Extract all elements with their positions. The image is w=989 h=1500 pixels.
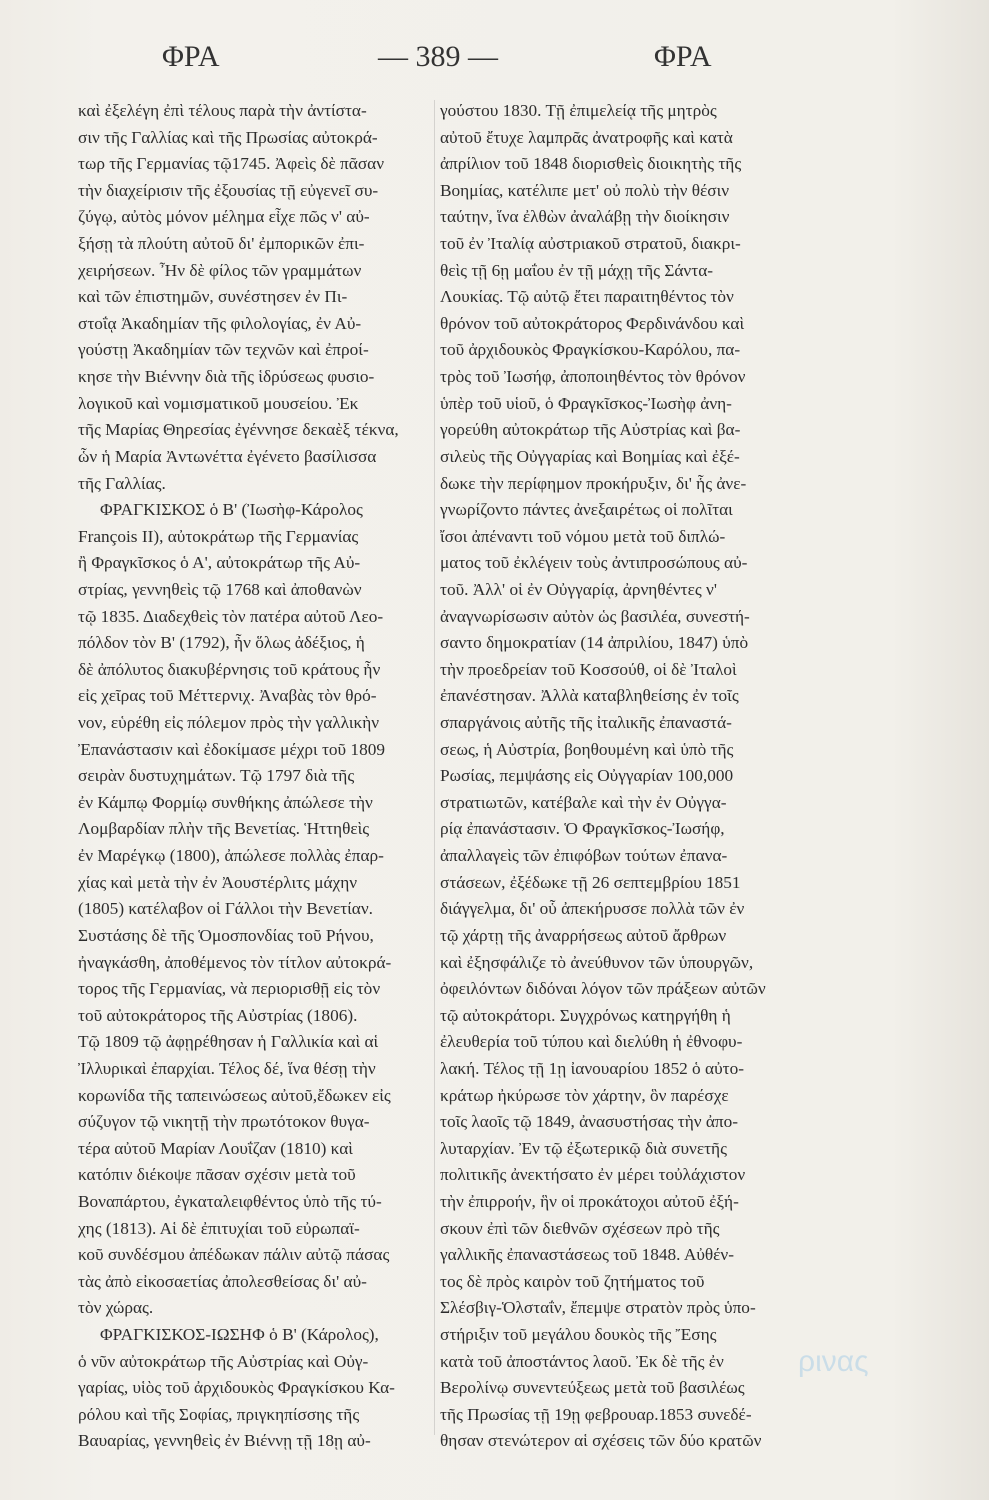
text-line: σκουν ἐπὶ τῶν διεθνῶν σχέσεων πρὸ τῆς	[440, 1218, 720, 1238]
text-line: σειρὰν δυστυχημάτων. Τῷ 1797 διὰ τῆς	[78, 766, 355, 786]
text-line: Βαυαρίας, γεννηθεὶς ἐν Βιέννῃ τῇ 18ῃ αὐ-	[78, 1431, 371, 1451]
text-line: γορεύθη αὐτοκράτωρ τῆς Αὐστρίας καὶ βα-	[440, 420, 741, 440]
text-line: ἀπαλλαγεὶς τῶν ἐπιφόβων τούτων ἐπανα-	[440, 846, 728, 866]
text-line: σύζυγον τῷ νικητῇ τὴν πρωτότοκον θυγα-	[78, 1112, 370, 1132]
text-line: ὑπὲρ τοῦ υἱοῦ, ὁ Φραγκῖσκος-Ἰωσὴφ ἀνη-	[440, 393, 732, 413]
text-line: κατὰ τοῦ ἀποστάντος λαοῦ. Ἐκ δὲ τῆς ἐν	[440, 1351, 724, 1371]
text-line: τὸν χώρας.	[78, 1298, 154, 1318]
text-line: θεὶς τῇ 6ῃ μαΐου ἐν τῇ μάχῃ τῆς Σάντα-	[440, 260, 713, 280]
text-line: γούστῃ Ἀκαδημίαν τῶν τεχνῶν καὶ ἐπροί-	[78, 340, 369, 360]
text-line: κορωνίδα τῆς ταπεινώσεως αὐτοῦ,ἔδωκεν εἰς	[78, 1085, 391, 1105]
text-line: ἐν Μαρέγκῳ (1800), ἀπώλεσε πολλὰς ἐπαρ-	[78, 846, 384, 866]
text-line: ἠναγκάσθη, ἀποθέμενος τὸν τίτλον αὐτοκρά-	[78, 952, 392, 972]
text-line: σπαργάνοις αὐτῆς τῆς ἰταλικῆς ἐπαναστά-	[440, 713, 732, 733]
text-line: Ἰλλυρικαὶ ἐπαρχίαι. Τέλος δέ, ἵνα θέσῃ τὴν	[78, 1058, 376, 1078]
text-line: τὴν ἐπιρροήν, ἣν οἱ προκάτοχοι αὐτοῦ ἐξή-	[440, 1191, 739, 1211]
text-line: γαρίας, υἱὸς τοῦ ἀρχιδουκὸς Φραγκίσκου Κα-	[78, 1378, 395, 1398]
text-line: Συστάσης δὲ τῆς Ὁμοσπονδίας τοῦ Ρήνου,	[78, 925, 374, 945]
text-line: Τῷ 1809 τῷ ἀφῃρέθησαν ἡ Γαλλικία καὶ αἱ	[78, 1032, 379, 1052]
text-line: γνωρίζοντο πάντες ἀνεξαιρέτως οἱ πολῖται	[440, 500, 733, 520]
header-right-word: ΦΡΑ	[654, 40, 712, 73]
text-line: θησαν στενώτερον αἱ σχέσεις τῶν δύο κρατῶν	[440, 1431, 762, 1451]
text-line: τος δὲ πρὸς καιρὸν τοῦ ζητήματος τοῦ	[440, 1271, 705, 1291]
text-line: ΦΡΑΓΚΙΣΚΟΣ-ΙΩΣΗΦ ὁ Β' (Κάρολος),	[100, 1325, 379, 1345]
text-line: τοῦ αὐτοκράτορος τῆς Αὐστρίας (1806).	[78, 1005, 358, 1025]
text-line: γούστου 1830. Τῇ ἐπιμελείᾳ τῆς μητρὸς	[440, 101, 717, 120]
text-line: τορος τῆς Γερμανίας, νὰ περιορισθῇ εἰς τὸν	[78, 979, 381, 999]
text-line: λυταρχίαν. Ἐν τῷ ἐξωτερικῷ διὰ συνετῆς	[440, 1138, 727, 1158]
text-line: τοῦ. Ἀλλ' οἱ ἐν Οὐγγαρίᾳ, ἀρνηθέντες ν'	[440, 579, 717, 599]
text-line: τὰς ἀπὸ εἰκοσαετίας ἀπολεσθείσας δι' αὐ-	[78, 1271, 367, 1291]
text-line: κησε τὴν Βιέννην διὰ τῆς ἱδρύσεως φυσιο-	[78, 367, 375, 387]
text-line: ὁ νῦν αὐτοκράτωρ τῆς Αὐστρίας καὶ Οὐγ-	[78, 1351, 369, 1371]
text-line: τῆς Γαλλίας.	[78, 473, 166, 493]
text-line: τὴν προεδρείαν τοῦ Κοσσούθ, οἱ δὲ Ἰταλοὶ	[440, 659, 737, 679]
text-line: τῆς Μαρίας Θηρεσίας ἐγέννησε δεκαὲξ τέκνα,	[78, 420, 399, 440]
text-line: τοῖς λαοῖς τῷ 1849, ἀνασυστήσας τὴν ἀπο-	[440, 1112, 739, 1132]
text-line: στρίας, γεννηθεὶς τῷ 1768 καὶ ἀποθανὼν	[78, 579, 362, 599]
header-left-word: ΦΡΑ	[162, 40, 220, 73]
text-line: Βερολίνῳ συνεντεύξεως μετὰ τοῦ βασιλέως	[440, 1378, 745, 1398]
text-line: τὴν διαχείρισιν τῆς ἐξουσίας τῇ εὐγενεῖ συ-	[78, 180, 379, 200]
text-line: (1805) κατέλαβον οἱ Γάλλοι τὴν Βενετίαν.	[78, 899, 373, 919]
text-line: Ρωσίας, πεμψάσης εἰς Οὐγγαρίαν 100,000	[440, 766, 734, 786]
text-line: τέρα αὐτοῦ Μαρίαν Λουΐζαν (1810) καὶ	[78, 1138, 353, 1158]
page-header	[0, 40, 989, 90]
text-line: ταύτην, ἵνα ἐλθὼν ἀναλάβῃ τὴν διοίκησιν	[440, 207, 730, 227]
text-line: κράτωρ ἠκύρωσε τὸν χάρτην, ὃν παρέσχε	[440, 1085, 729, 1105]
text-line: νον, εὑρέθη εἰς πόλεμον πρὸς τὴν γαλλικὴν	[78, 713, 380, 733]
left-column	[78, 98, 430, 1455]
text-line: θρόνον τοῦ αὐτοκράτορος Φερδινάνδου καὶ	[440, 313, 745, 333]
text-line: ἢ Φραγκῖσκος ὁ Α', αὐτοκράτωρ τῆς Αὐ-	[78, 553, 361, 573]
text-line: ρίᾳ ἐπανάστασιν. Ὁ Φραγκῖσκος-Ἰωσήφ,	[440, 819, 725, 839]
text-line: σεως, ἡ Αὐστρία, βοηθουμένη καὶ ὑπὸ τῆς	[440, 739, 734, 759]
text-line: ἴσοι ἀπέναντι τοῦ νόμου μετὰ τοῦ διπλώ-	[440, 526, 726, 546]
text-line: δωκε τὴν περίφημον προκήρυξιν, δι' ἧς ἀνε-	[440, 473, 747, 493]
text-line: ἀπρίλιον τοῦ 1848 διορισθεὶς διοικητὴς τῆς	[440, 154, 742, 174]
text-line: τῷ 1835. Διαδεχθεὶς τὸν πατέρα αὐτοῦ Λεο-	[78, 606, 384, 626]
text-line: Σλέσβιγ-Ὁλσταΐν, ἔπεμψε στρατὸν πρὸς ὑπο-	[440, 1298, 756, 1318]
text-line: καὶ ἐξησφάλιζε τὸ ἀνεύθυνον τῶν ὑπουργῶν,	[440, 952, 754, 972]
text-line: ξήσῃ τὰ πλούτη αὐτοῦ δι' ἐμπορικῶν ἐπι-	[78, 234, 365, 254]
text-line: ἀναγνωρίσωσιν αὐτὸν ὡς βασιλέα, συνεστή-	[440, 606, 750, 626]
text-line: αὐτοῦ ἔτυχε λαμπρᾶς ἀνατροφῆς καὶ κατὰ	[440, 127, 733, 147]
text-line: εἰς χεῖρας τοῦ Μέττερνιχ. Ἀναβὰς τὸν θρό-	[78, 686, 377, 706]
text-line: κοῦ συνδέσμου ἀπέδωκαν πάλιν αὐτῷ πάσας	[78, 1245, 390, 1265]
text-line: ΦΡΑΓΚΙΣΚΟΣ ὁ Β' (Ἰωσὴφ-Κάρολος	[100, 500, 363, 520]
text-line: κατόπιν διέκοψε πᾶσαν σχέσιν μετὰ τοῦ	[78, 1165, 356, 1185]
text-line: χειρήσεων. Ἦν δὲ φίλος τῶν γραμμάτων	[78, 260, 362, 280]
text-line: πολιτικῆς ἀνεκτήσατο ἐν μέρει τοὐλάχιστον	[440, 1165, 746, 1185]
text-line: Ἐπανάστασιν καὶ ἐδοκίμασε μέχρι τοῦ 1809	[78, 739, 385, 759]
text-line: σιν τῆς Γαλλίας καὶ τῆς Πρωσίας αὐτοκρά-	[78, 127, 378, 147]
text-line: πόλδον τὸν Β' (1792), ἦν ὅλως ἀδέξιος, ἡ	[78, 633, 365, 653]
right-column	[440, 98, 825, 1455]
text-line: τῆς Πρωσίας τῇ 19ῃ φεβρουαρ.1853 συνεδέ-	[440, 1404, 752, 1424]
text-line: γαλλικῆς ἐπαναστάσεως τοῦ 1848. Αὐθέν-	[440, 1245, 734, 1265]
text-line: διάγγελμα, δι' οὗ ἀπεκήρυσσε πολλὰ τῶν ἐν	[440, 899, 745, 919]
text-line: ματος τοῦ ἐκλέγειν τοὺς ἀντιπροσώπους αὐ-	[440, 553, 748, 573]
text-line: Λουκίας. Τῷ αὐτῷ ἔτει παραιτηθέντος τὸν	[440, 287, 734, 307]
text-line: ἐν Κάμπῳ Φορμίῳ συνθήκης ἀπώλεσε τὴν	[78, 792, 373, 812]
text-line: τρὸς τοῦ Ἰωσήφ, ἀποποιηθέντος τὸν θρόνον	[440, 367, 746, 387]
text-line: χίας καὶ μετὰ τὴν ἐν Ἀουστέρλιτς μάχην	[78, 872, 358, 892]
text-line: λακή. Τέλος τῇ 1ῃ ἰανουαρίου 1852 ὁ αὐτο-	[440, 1058, 744, 1078]
text-line: στήριξιν τοῦ μεγάλου δουκὸς τῆς Ἔσης	[440, 1325, 717, 1345]
text-line: Βοημίας, κατέλιπε μετ' οὐ πολὺ τὴν θέσιν	[440, 180, 730, 200]
text-line: τωρ τῆς Γερμανίας τῷ1745. Ἀφεὶς δὲ πᾶσαν	[78, 154, 385, 174]
text-line: δὲ ἀπόλυτος διακυβέρνησις τοῦ κράτους ἦν	[78, 659, 381, 679]
text-line: Βοναπάρτου, ἐγκαταλειφθέντος ὑπὸ τῆς τύ-	[78, 1191, 382, 1211]
text-line: τῷ χάρτῃ τῆς ἀναρρήσεως αὐτοῦ ἄρθρων	[440, 925, 727, 945]
text-line: σαντο δημοκρατίαν (14 ἀπριλίου, 1847) ὑπὸ	[440, 633, 749, 653]
text-line: στρατιωτῶν, κατέβαλε καὶ τὴν ἐν Οὐγγα-	[440, 792, 727, 812]
text-line: ζύγῳ, αὐτὸς μόνον μέλημα εἶχε πῶς ν' αὐ-	[78, 207, 370, 227]
page-number: — 389 —	[378, 40, 498, 73]
text-line: καὶ ἐξελέγη ἐπὶ τέλους παρὰ τὴν ἀντίστα-	[78, 101, 367, 120]
text-line: στάσεων, ἐξέδωκε τῇ 26 σεπτεμβρίου 1851	[440, 872, 741, 892]
text-line: ἐλευθερία τοῦ τύπου καὶ διελύθη ἡ ἐθνοφυ-	[440, 1032, 743, 1052]
text-line: τῷ αὐτοκράτορι. Συγχρόνως κατηργήθη ἡ	[440, 1005, 731, 1025]
text-line: τοῦ ἀρχιδουκὸς Φραγκίσκου-Καρόλου, πα-	[440, 340, 741, 360]
text-line: ἐπανέστησαν. Ἀλλὰ καταβληθείσης ἐν τοῖς	[440, 686, 739, 706]
watermark-text: ρινας	[798, 1345, 869, 1378]
text-line: ρόλου καὶ τῆς Σοφίας, πριγκηπίσσης τῆς	[78, 1404, 360, 1424]
text-line: καὶ τῶν ἐπιστημῶν, συνέστησεν ἐν Πι-	[78, 287, 348, 307]
text-line: τοῦ ἐν Ἰταλίᾳ αὐστριακοῦ στρατοῦ, διακρι-	[440, 234, 741, 254]
text-line: François II), αὐτοκράτωρ τῆς Γερμανίας	[78, 526, 359, 546]
text-line: ὧν ἡ Μαρία Ἀντωνέττα ἐγένετο βασίλισσα	[78, 446, 377, 466]
text-line: Λομβαρδίαν πλὴν τῆς Βενετίας. Ἡττηθεὶς	[78, 819, 370, 839]
column-divider	[434, 100, 435, 1435]
text-line: σιλεὺς τῆς Οὐγγαρίας καὶ Βοημίας καὶ ἐξέ-	[440, 446, 740, 466]
text-line: ὀφειλόντων διδόναι λόγον τῶν πράξεων αὐτῶν	[440, 979, 766, 999]
text-line: χης (1813). Αἱ δὲ ἐπιτυχίαι τοῦ εὐρωπαϊ-	[78, 1218, 360, 1238]
text-line: στοΐᾳ Ἀκαδημίαν τῆς φιλολογίας, ἐν Αὐ-	[78, 313, 362, 333]
text-line: λογικοῦ καὶ νομισματικοῦ μουσείου. Ἐκ	[78, 393, 359, 413]
